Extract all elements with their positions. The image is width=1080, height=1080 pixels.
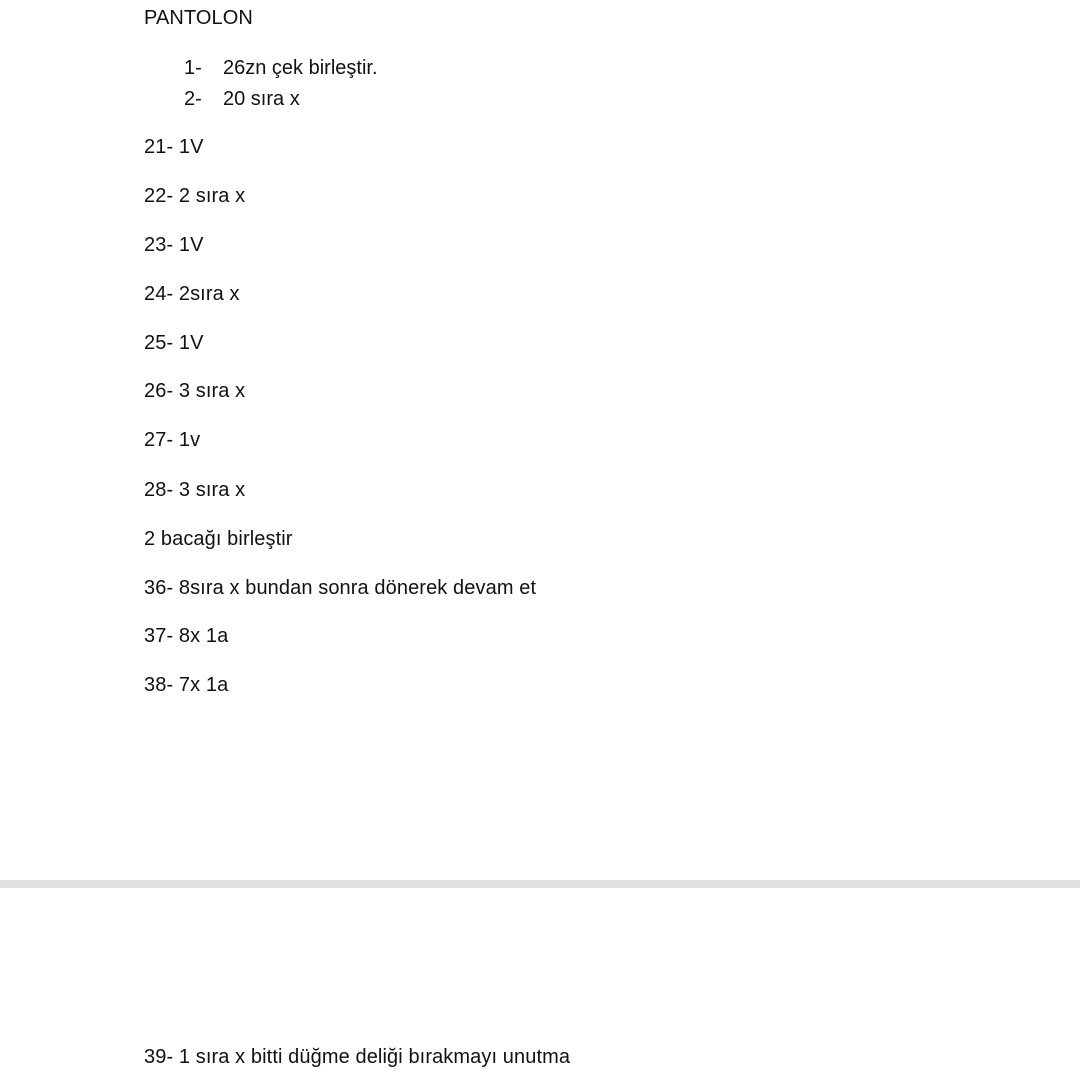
pattern-line: 25- 1V — [144, 332, 204, 354]
document-title: PANTOLON — [144, 7, 253, 29]
document-page-2 — [0, 888, 1080, 1080]
list-item-text: 26zn çek birleştir. — [223, 57, 378, 79]
pattern-line: 26- 3 sıra x — [144, 380, 246, 402]
pattern-line: 24- 2sıra x — [144, 283, 240, 305]
pattern-line: 21- 1V — [144, 136, 204, 158]
pattern-line: 39- 1 sıra x bitti düğme deliği bırakmayı unutma — [144, 1046, 571, 1068]
pattern-line: 38- 7x 1a — [144, 674, 229, 696]
pattern-line: 36- 8sıra x bundan sonra dönerek devam et — [144, 577, 537, 599]
page-separator — [0, 880, 1080, 888]
pattern-line: 2 bacağı birleştir — [144, 528, 293, 550]
pattern-line: 27- 1v — [144, 429, 201, 451]
list-item-number: 1- — [184, 57, 202, 79]
pattern-line: 22- 2 sıra x — [144, 185, 246, 207]
list-item-number: 2- — [184, 88, 202, 110]
pattern-line: 28- 3 sıra x — [144, 479, 246, 501]
pattern-line: 37- 8x 1a — [144, 625, 229, 647]
pattern-line: 23- 1V — [144, 234, 204, 256]
list-item-text: 20 sıra x — [223, 88, 300, 110]
